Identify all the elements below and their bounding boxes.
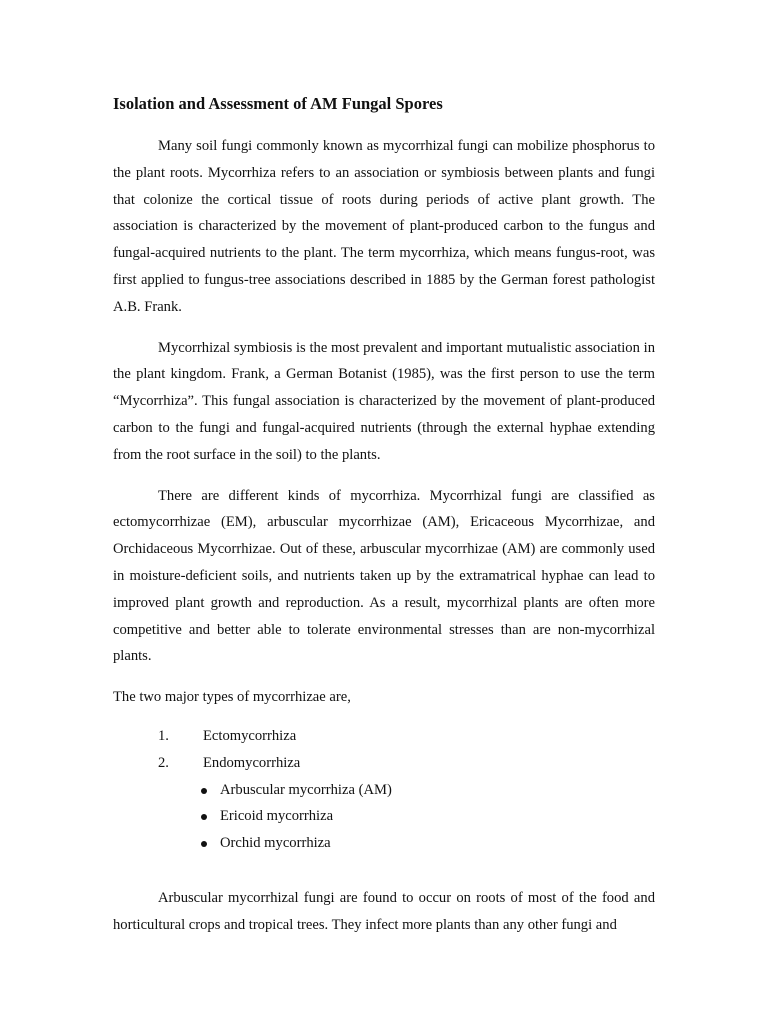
bullet-item-label: Arbuscular mycorrhiza (AM) bbox=[220, 781, 392, 798]
list-number: 1. bbox=[158, 727, 169, 744]
bullet-item bbox=[113, 803, 655, 830]
paragraph-kinds: There are different kinds of mycorrhiza. Mycorrhizal fungi are classified as ectomycorrhizae (EM), arbuscular mycorrhizae (AM), Ericaceous Mycorrhizae, and Orchidaceous Mycorrhizae. Out of these, arbuscular mycorrhizae (AM) are commonly used in moisture-deficient soils, and nutrients taken up by the extramatrical hyphae can lead to improved plant growth and reproduction. As a result, mycorrhizal plants are often more competitive and better able to tolerate environmental stresses than are non-mycorrhizal plants. bbox=[113, 487, 655, 665]
paragraph-symbiosis: Mycorrhizal symbiosis is the most prevalent and important mutualistic association in the plant kingdom. Frank, a German Botanist (1985), was the first person to use the term “Mycorrhiza”. This fungal association is characterized by the movement of plant-produced carbon to the fungi and fungal-acquired nutrients (through the external hyphae extending from the root surface in the soil) to the plants. bbox=[113, 339, 655, 463]
bullet-item bbox=[113, 777, 655, 804]
spacer bbox=[113, 857, 655, 885]
endomycorrhiza-subtypes-list bbox=[113, 777, 655, 857]
document-page bbox=[113, 92, 655, 953]
bullet-item-label: Ericoid mycorrhiza bbox=[220, 808, 334, 825]
paragraph-arbuscular: Arbuscular mycorrhizal fungi are found to occur on roots of most of the food and horticultural crops and tropical trees. They infect more plants than any other fungi and bbox=[113, 889, 655, 933]
bullet-item bbox=[113, 830, 655, 857]
bullet-item-label: Orchid mycorrhiza bbox=[220, 835, 331, 852]
bullet-icon bbox=[201, 788, 207, 794]
paragraph-intro: Many soil fungi commonly known as mycorrhizal fungi can mobilize phosphorus to the plant roots. Mycorrhiza refers to an association or symbiosis between plants and fungi that colonize the cortical tissue of roots during periods of active plant growth. The association is characterized by the movement of plant-produced carbon to the fungus and fungal-acquired nutrients to the plant. The term mycorrhiza, which means fungus-root, was first applied to fungus-tree associations described in 1885 by the German forest pathologist A.B. Frank. bbox=[113, 138, 655, 315]
list-item-label: Endomycorrhiza bbox=[203, 754, 301, 771]
list-item bbox=[113, 750, 655, 777]
list-item-label: Ectomycorrhiza bbox=[203, 727, 297, 744]
list-number: 2. bbox=[158, 754, 169, 771]
document-title: Isolation and Assessment of AM Fungal Spores bbox=[113, 94, 443, 113]
types-intro: The two major types of mycorrhizae are, bbox=[113, 689, 351, 706]
mycorrhiza-types-list bbox=[113, 723, 655, 777]
list-item bbox=[113, 723, 655, 750]
bullet-icon bbox=[201, 814, 207, 820]
bullet-icon bbox=[201, 841, 207, 847]
